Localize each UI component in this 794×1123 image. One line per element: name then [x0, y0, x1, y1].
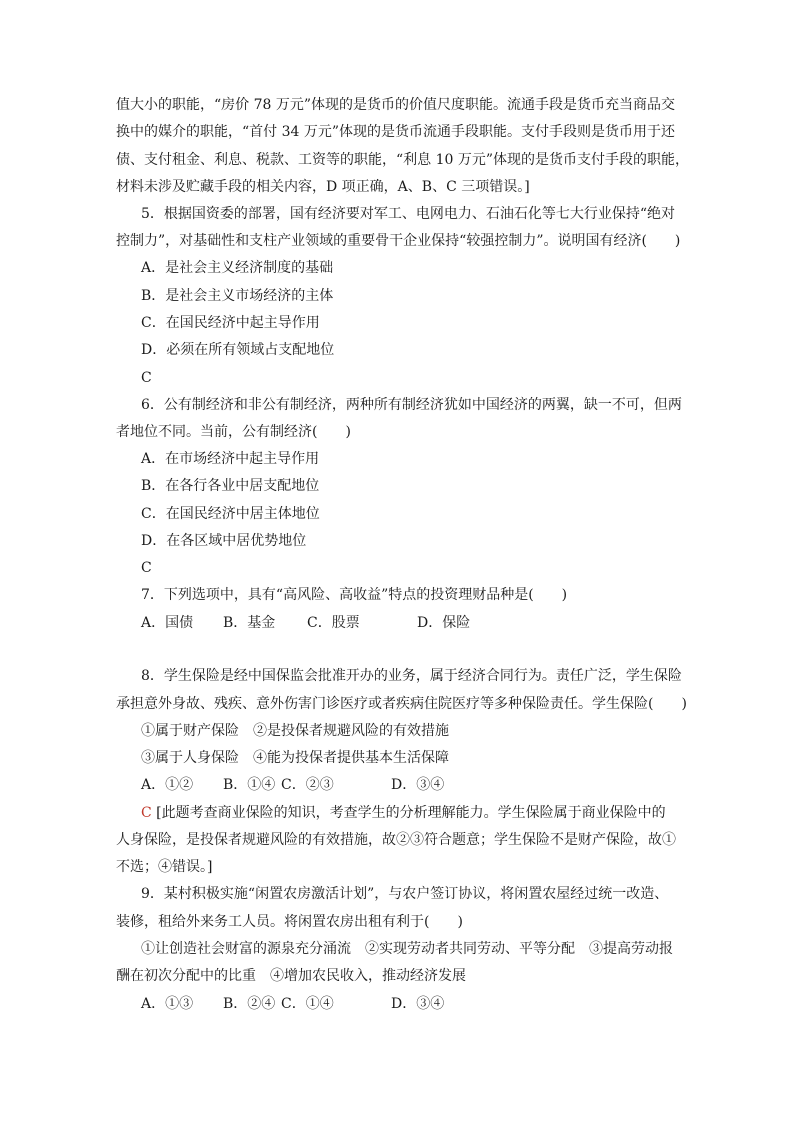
- q8-explanation: 人身保险，是投保者规避风险的有效措施，故②③符合题意；学生保险不是财产保险，故①: [116, 832, 676, 848]
- q5-option-b: B．是社会主义市场经济的主体: [141, 288, 334, 304]
- q9-stem: 装修，租给外来务工人员。将闲置农房出租有利于( ): [116, 914, 463, 930]
- carryover-line: 债、支付租金、利息、税款、工资等的职能，“利息 10 万元”体现的是货币支付手段的职能，: [116, 152, 690, 168]
- q7-option-b: B．基金: [223, 615, 276, 631]
- q8-explanation: [141, 803, 711, 823]
- q9-option-d: D．③④: [391, 996, 445, 1012]
- q9-options: [141, 994, 711, 1014]
- q7-option-d: D．保险: [417, 615, 471, 631]
- q8-stem: 承担意外身故、残疾、意外伤害门诊医疗或者疾病住院医疗等多种保险责任。学生保险( ): [116, 696, 687, 712]
- q8-explanation-text: [此题考查商业保险的知识，考查学生的分析理解能力。学生保险属于商业保险中的: [156, 805, 666, 821]
- q8-option-d: D．③④: [391, 777, 445, 793]
- q8-stem: 8．学生保险是经中国保监会批准开办的业务，属于经济合同行为。责任广泛，学生保险: [141, 668, 682, 684]
- q6-option-a: A．在市场经济中起主导作用: [141, 451, 320, 467]
- q8-statement: ①属于财产保险 ②是投保者规避风险的有效措施: [141, 723, 449, 739]
- q6-stem: 6．公有制经济和非公有制经济，两种所有制经济犹如中国经济的两翼，缺一不可，但两: [141, 397, 682, 413]
- q6-option-b: B．在各行各业中居支配地位: [141, 478, 320, 494]
- q5-answer: C: [141, 370, 152, 386]
- q8-option-a: A．①②: [141, 777, 194, 793]
- q6-stem: 者地位不同。当前，公有制经济( ): [116, 424, 351, 440]
- q7-options: [141, 613, 711, 633]
- q5-stem: 5．根据国资委的部署，国有经济要对军工、电网电力、石油石化等七大行业保持“绝对: [141, 206, 676, 222]
- q7-option-a: A．国债: [141, 615, 194, 631]
- q8-option-b: B．①④: [223, 777, 276, 793]
- q7-stem: 7．下列选项中，具有“高风险、高收益”特点的投资理财品种是( ): [141, 587, 568, 603]
- q9-option-b: B．②④: [223, 996, 276, 1012]
- q5-stem: 控制力”，对基础性和支柱产业领域的重要骨干企业保持“较强控制力”。说明国有经济( ): [116, 233, 681, 249]
- q9-option-c: C．①④: [281, 996, 334, 1012]
- q6-option-c: C．在国民经济中居主体地位: [141, 506, 320, 522]
- q6-option-d: D．在各区域中居优势地位: [141, 533, 307, 549]
- carryover-line: 值大小的职能，“房价 78 万元”体现的是货币的价值尺度职能。流通手段是货币充当商品交: [116, 97, 676, 113]
- q8-answer: C: [141, 805, 152, 821]
- q9-statement: ①让创造社会财富的源泉充分涌流 ②实现劳动者共同劳动、平等分配 ③提高劳动报: [141, 941, 673, 957]
- q8-options: [141, 775, 711, 795]
- q5-option-a: A．是社会主义经济制度的基础: [141, 260, 334, 276]
- q8-statement: ③属于人身保险 ④能为投保者提供基本生活保障: [141, 750, 449, 766]
- q8-option-c: C．②③: [281, 777, 334, 793]
- q6-answer: C: [141, 560, 152, 576]
- carryover-line: 换中的媒介的职能，“首付 34 万元”体现的是货币流通手段职能。支付手段则是货币用于还: [116, 124, 676, 140]
- q9-statement: 酬在初次分配中的比重 ④增加农民收入，推动经济发展: [116, 968, 466, 984]
- q5-option-c: C．在国民经济中起主导作用: [141, 315, 320, 331]
- q7-option-c: C．股票: [307, 615, 360, 631]
- q9-option-a: A．①③: [141, 996, 194, 1012]
- carryover-line: 材料未涉及贮藏手段的相关内容，D 项正确，A、B、C 三项错误。]: [116, 179, 530, 195]
- q5-option-d: D．必须在所有领域占支配地位: [141, 342, 335, 358]
- q9-stem: 9．某村积极实施“闲置农房激活计划”，与农户签订协议，将闲置农屋经过统一改造、: [141, 886, 669, 902]
- q8-explanation: 不选；④错误。]: [116, 859, 213, 875]
